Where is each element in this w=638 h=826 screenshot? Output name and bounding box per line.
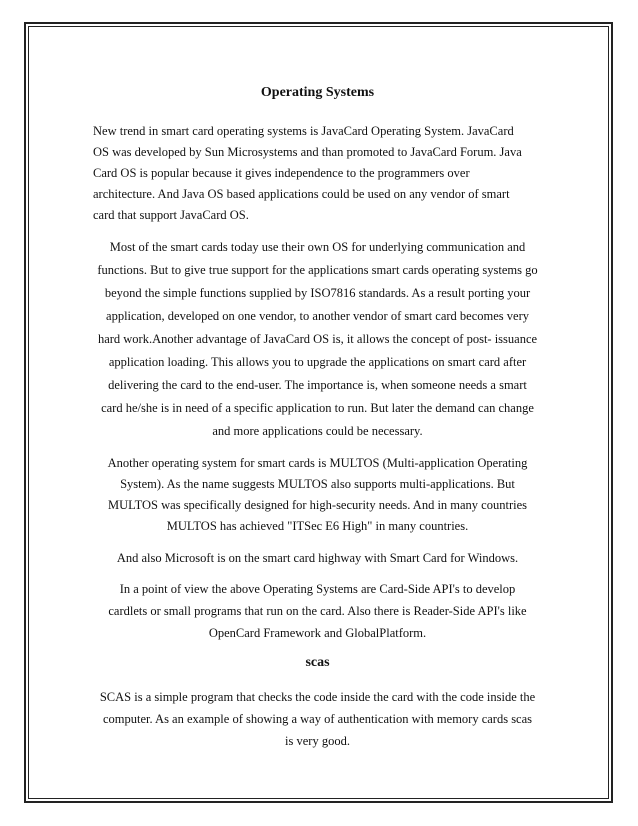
p3-line: System). As the name suggests MULTOS also supports multi-applications. But xyxy=(120,477,515,491)
p2-line: delivering the card to the end-user. The importance is, when someone needs a smart xyxy=(108,378,527,392)
p1-line: Card OS is popular because it gives independence to the programmers over xyxy=(93,166,470,180)
p2-line: application, developed on one vendor, to another vendor of smart card becomes very xyxy=(106,309,529,323)
p2-line: card he/she is in need of a specific application to run. But later the demand can change xyxy=(101,401,534,415)
p2-line: and more applications could be necessary. xyxy=(212,424,423,438)
p1-line: card that support JavaCard OS. xyxy=(93,208,249,222)
p5-line: In a point of view the above Operating Systems are Card-Side API's to develop xyxy=(119,582,516,596)
p1-line: architecture. And Java OS based applications could be used on any vendor of smart xyxy=(93,187,510,201)
p1-line: OS was developed by Sun Microsystems and than promoted to JavaCard Forum. Java xyxy=(93,145,522,159)
p3-line: MULTOS was specifically designed for high-security needs. And in many countries xyxy=(107,498,528,512)
p4-line: And also Microsoft is on the smart card highway with Smart Card for Windows. xyxy=(116,551,519,565)
p1-line: New trend in smart card operating systems is JavaCard Operating System. JavaCard xyxy=(93,124,514,138)
p2-line: beyond the simple functions supplied by ISO7816 standards. As a result porting your xyxy=(104,286,531,300)
p6-line: is very good. xyxy=(285,734,350,748)
p2-line: functions. But to give true support for the applications smart cards operating systems go xyxy=(97,263,538,277)
p3-line: Another operating system for smart cards is MULTOS (Multi-application Operating xyxy=(107,456,528,470)
p2-line: hard work.Another advantage of JavaCard OS is, it allows the concept of post- issuance xyxy=(97,332,538,346)
p6-line: computer. As an example of showing a way of authentication with memory cards scas xyxy=(102,712,533,726)
p5-line: cardlets or small programs that run on the card. Also there is Reader-Side API's like xyxy=(108,604,527,618)
p5-line: OpenCard Framework and GlobalPlatform. xyxy=(208,626,427,640)
page-title: Operating Systems xyxy=(260,85,375,100)
p2-line: Most of the smart cards today use their own OS for underlying communication and xyxy=(109,240,526,254)
p2-line: application loading. This allows you to upgrade the applications on smart card after xyxy=(108,355,527,369)
p3-line: MULTOS has achieved "ITSec E6 High" in many countries. xyxy=(166,519,469,533)
section-title: scas xyxy=(305,655,330,670)
p6-line: SCAS is a simple program that checks the code inside the card with the code inside the xyxy=(99,690,536,704)
